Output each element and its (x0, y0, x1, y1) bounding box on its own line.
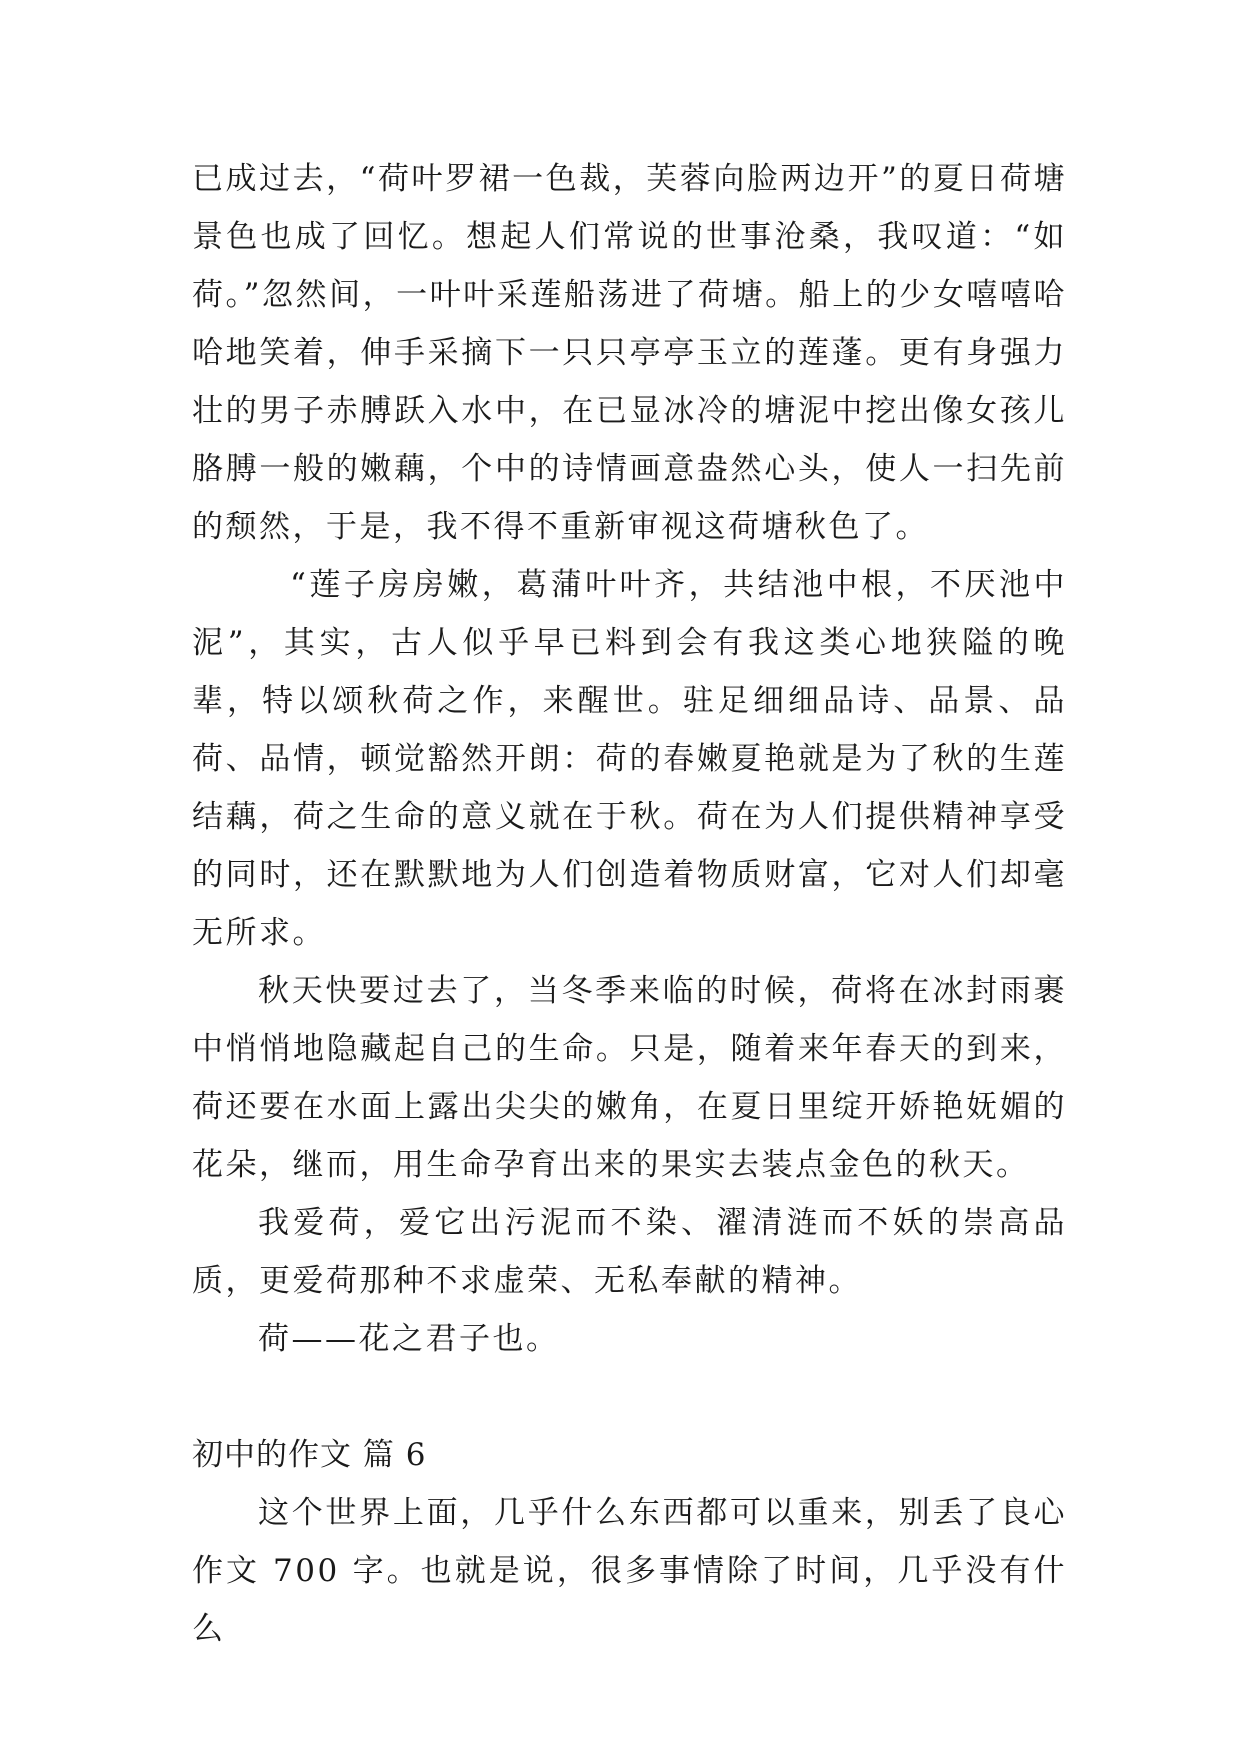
paragraph-conscience: 这个世界上面，几乎什么东西都可以重来，别丢了良心作文 700 字。也就是说，很多事情除了时间，几乎没有什么 (192, 1495, 1067, 1647)
paragraph-poem-quote: “莲子房房嫩，葛蒲叶叶齐，共结池中根，不厌池中泥”，其实，古人似乎早已料到会有我这类心地狭隘的晚辈，特以颂秋荷之作，来醒世。驻足细细品诗、品景、品荷、品情，顿觉豁然开朗：荷的春嫩夏艳就是为了秋的生莲结藕，荷之生命的意义就在于秋。荷在为人们提供精神享受的同时，还在默默地为人们创造着物质财富，它对人们却毫无所求。 (192, 567, 1067, 951)
document-body (192, 150, 1067, 1658)
section-heading: 初中的作文 篇 6 (192, 1437, 427, 1473)
paragraph-gentleman-flower: 荷——花之君子也。 (258, 1321, 560, 1357)
paragraph-lotus-autumn: 已成过去，“荷叶罗裙一色裁，芙蓉向脸两边开”的夏日荷塘景色也成了回忆。想起人们常说的世事沧桑，我叹道：“如荷。”忽然间，一叶叶采莲船荡进了荷塘。船上的少女嘻嘻哈哈地笑着，伸手采摘下一只只亭亭玉立的莲蓬。更有身强力壮的男子赤膊跃入水中，在已显冰冷的塘泥中挖出像女孩儿胳膊一般的嫩藕，个中的诗情画意盎然心头，使人一扫先前的颓然，于是，我不得不重新审视这荷塘秋色了。 (192, 161, 1067, 545)
paragraph-love-lotus: 我爱荷，爱它出污泥而不染、濯清涟而不妖的崇高品质，更爱荷那种不求虚荣、无私奉献的精神。 (192, 1205, 1067, 1299)
paragraph-winter-coming: 秋天快要过去了，当冬季来临的时候，荷将在冰封雨裹中悄悄地隐藏起自己的生命。只是，随着来年春天的到来，荷还要在水面上露出尖尖的嫩角，在夏日里绽开娇艳妩媚的花朵，继而，用生命孕育出来的果实去装点金色的秋天。 (192, 973, 1067, 1183)
